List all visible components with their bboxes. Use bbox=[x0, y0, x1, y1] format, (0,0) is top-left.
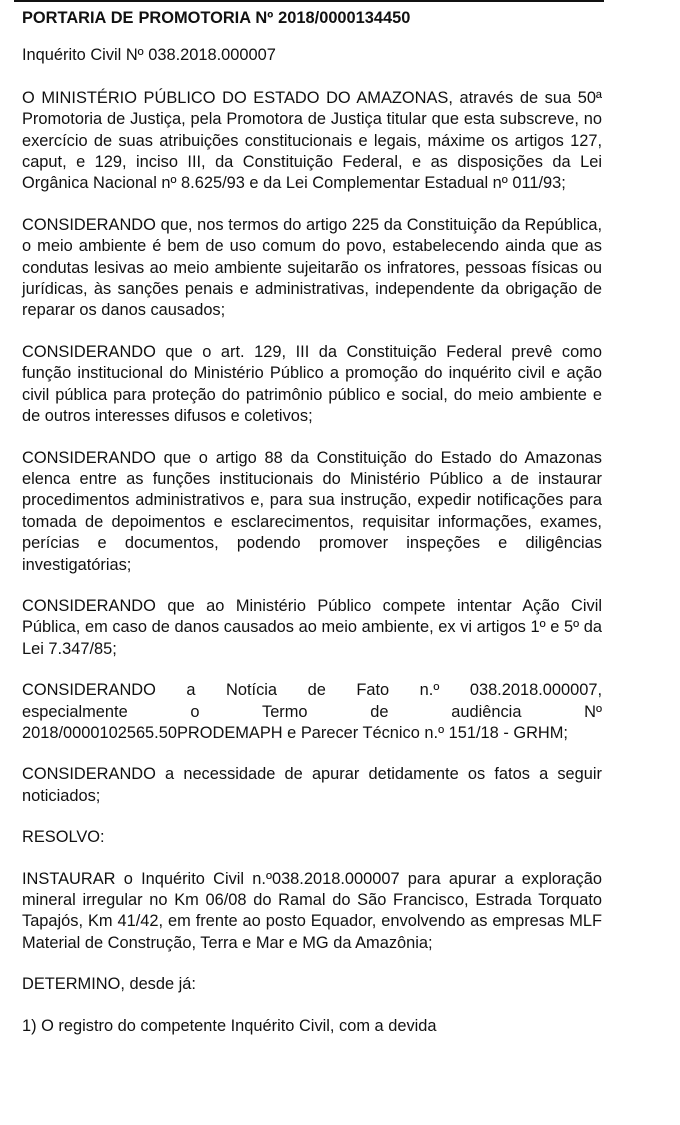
portaria-document bbox=[22, 8, 602, 1037]
considerando-paragraph-4: CONSIDERANDO que ao Ministério Público compete intentar Ação Civil Pública, em caso de danos causados ao meio ambiente, ex vi artigos 1º e 5º da Lei 7.347/85; bbox=[22, 596, 602, 658]
considerando-paragraph-1: CONSIDERANDO que, nos termos do artigo 225 da Constituição da República, o meio ambiente é bem de uso comum do povo, estabelecendo ainda que as condutas lesivas ao meio ambiente sujeitarão os infratores, pessoas físicas ou jurídicas, às sanções penais e administrativas, independente da obrigação de reparar os danos causados; bbox=[22, 215, 602, 320]
considerando-paragraph-3: CONSIDERANDO que o artigo 88 da Constituição do Estado do Amazonas elenca entre as funções institucionais do Ministério Público a de instaurar procedimentos administrativos e, para sua instrução, expedir notificações para tomada de depoimentos e esclarecimentos, requisitar informações, exames, perícias e documentos, podendo promover inspeções e diligências investigatórias; bbox=[22, 448, 602, 574]
considerando-5-line-1: CONSIDERANDO a Notícia de Fato n.º 038.2018.000007, bbox=[22, 681, 602, 700]
considerando-paragraph-2: CONSIDERANDO que o art. 129, III da Constituição Federal prevê como função institucional do Ministério Público a promoção do inquérito civil e ação civil pública para proteção do patrimônio público e social, do meio ambiente e de outros interesses difusos e coletivos; bbox=[22, 342, 602, 426]
considerando-paragraph-5 bbox=[22, 680, 602, 744]
document-title: PORTARIA DE PROMOTORIA Nº 2018/0000134450 bbox=[22, 9, 411, 27]
considerando-5-line-2: especialmente o Termo de audiência Nº bbox=[22, 702, 602, 721]
resolvo-heading: RESOLVO: bbox=[22, 828, 105, 847]
preamble-paragraph: O MINISTÉRIO PÚBLICO DO ESTADO DO AMAZONAS, através de sua 50ª Promotoria de Justiça, pela Promotora de Justiça titular que esta subscreve, no exercício de suas atribuições constitucionais e legais, máxime os artigos 127, caput, e 129, inciso III, da Constituição Federal, e as disposições da Lei Orgânica Nacional nº 8.625/93 e da Lei Complementar Estadual nº 011/93; bbox=[22, 88, 602, 193]
top-rule bbox=[14, 0, 604, 2]
considerando-paragraph-6: CONSIDERANDO a necessidade de apurar detidamente os fatos a seguir noticiados; bbox=[22, 765, 602, 805]
inquiry-number: Inquérito Civil Nº 038.2018.000007 bbox=[22, 46, 276, 65]
determino-heading: DETERMINO, desde já: bbox=[22, 975, 196, 994]
instaurar-paragraph: INSTAURAR o Inquérito Civil n.º038.2018.000007 para apurar a exploração mineral irregular no Km 06/08 do Ramal do São Francisco, Estrada Torquato Tapajós, Km 41/42, em frente ao posto Equador, envolvendo as empresas MLF Material de Construção, Terra e Mar e MG da Amazônia; bbox=[22, 869, 602, 952]
determination-item-1: 1) O registro do competente Inquérito Civil, com a devida bbox=[22, 1016, 437, 1035]
considerando-5-rest: 2018/0000102565.50PRODEMAPH e Parecer Técnico n.º 151/18 - GRHM; bbox=[22, 723, 568, 742]
